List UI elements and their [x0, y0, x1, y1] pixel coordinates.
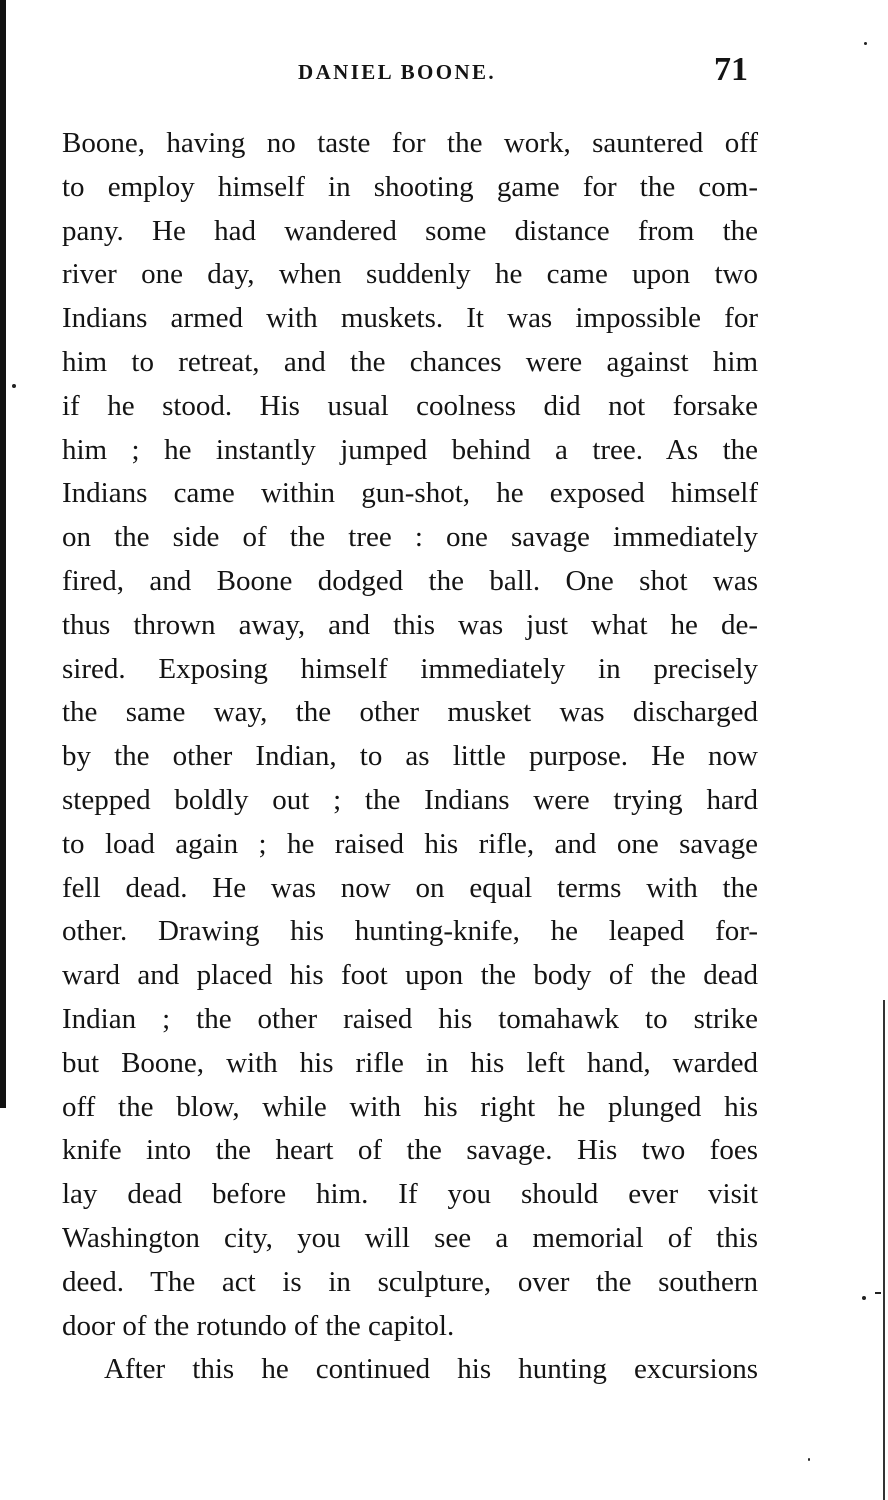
text-line: deed. The act is in sculpture, over the southern	[62, 1265, 758, 1298]
text-line: Indians armed with muskets. It was impossible for	[62, 302, 758, 335]
text-line: on the side of the tree : one savage immediately	[62, 521, 758, 554]
text-line: lay dead before him. If you should ever visit	[62, 1178, 758, 1211]
text-line: him ; he instantly jumped behind a tree. As the	[62, 433, 758, 466]
text-line: ward and placed his foot upon the body of the dead	[62, 959, 758, 992]
text-line: Washington city, you will see a memorial of this	[62, 1221, 758, 1254]
text-line: thus thrown away, and this was just what he de-	[62, 608, 758, 641]
page-number: 71	[714, 51, 748, 88]
scan-binding-edge	[0, 0, 6, 1108]
text-line: by the other Indian, to as little purpose. He now	[62, 740, 758, 773]
text-line: Indian ; the other raised his tomahawk to strike	[62, 1002, 758, 1035]
text-line: sired. Exposing himself immediately in precisely	[62, 652, 758, 685]
text-line: off the blow, while with his right he plunged his	[62, 1090, 758, 1123]
text-line: to load again ; he raised his rifle, and one savage	[62, 827, 758, 860]
text-line: fell dead. He was now on equal terms with the	[62, 871, 758, 904]
running-head: DANIEL BOONE.	[298, 60, 497, 84]
scan-speck	[864, 42, 867, 45]
text-line: fired, and Boone dodged the ball. One shot was	[62, 564, 758, 597]
scan-speck	[12, 384, 16, 388]
scan-edge-line	[883, 1000, 885, 1500]
body-text	[62, 122, 758, 1392]
text-line: pany. He had wandered some distance from the	[62, 214, 758, 247]
text-line: if he stood. His usual coolness did not forsake	[62, 389, 758, 422]
scan-speck	[808, 1458, 810, 1461]
text-line: knife into the heart of the savage. His two foes	[62, 1134, 758, 1167]
scan-speck	[875, 1292, 881, 1294]
text-line: but Boone, with his rifle in his left hand, warded	[62, 1046, 758, 1079]
text-line: to employ himself in shooting game for the com-	[62, 170, 758, 203]
text-line: river one day, when suddenly he came upon two	[62, 258, 758, 291]
text-line: After this he continued his hunting excursions	[104, 1353, 758, 1386]
text-line: him to retreat, and the chances were against him	[62, 345, 758, 378]
text-line: the same way, the other musket was discharged	[62, 696, 758, 729]
text-line: stepped boldly out ; the Indians were trying hard	[62, 783, 758, 816]
text-line: door of the rotundo of the capitol.	[62, 1309, 455, 1342]
text-line: other. Drawing his hunting-knife, he leaped for-	[62, 915, 758, 948]
text-line: Boone, having no taste for the work, sauntered off	[62, 127, 758, 159]
text-line: Indians came within gun-shot, he exposed himself	[62, 477, 758, 510]
scan-speck	[862, 1296, 866, 1300]
